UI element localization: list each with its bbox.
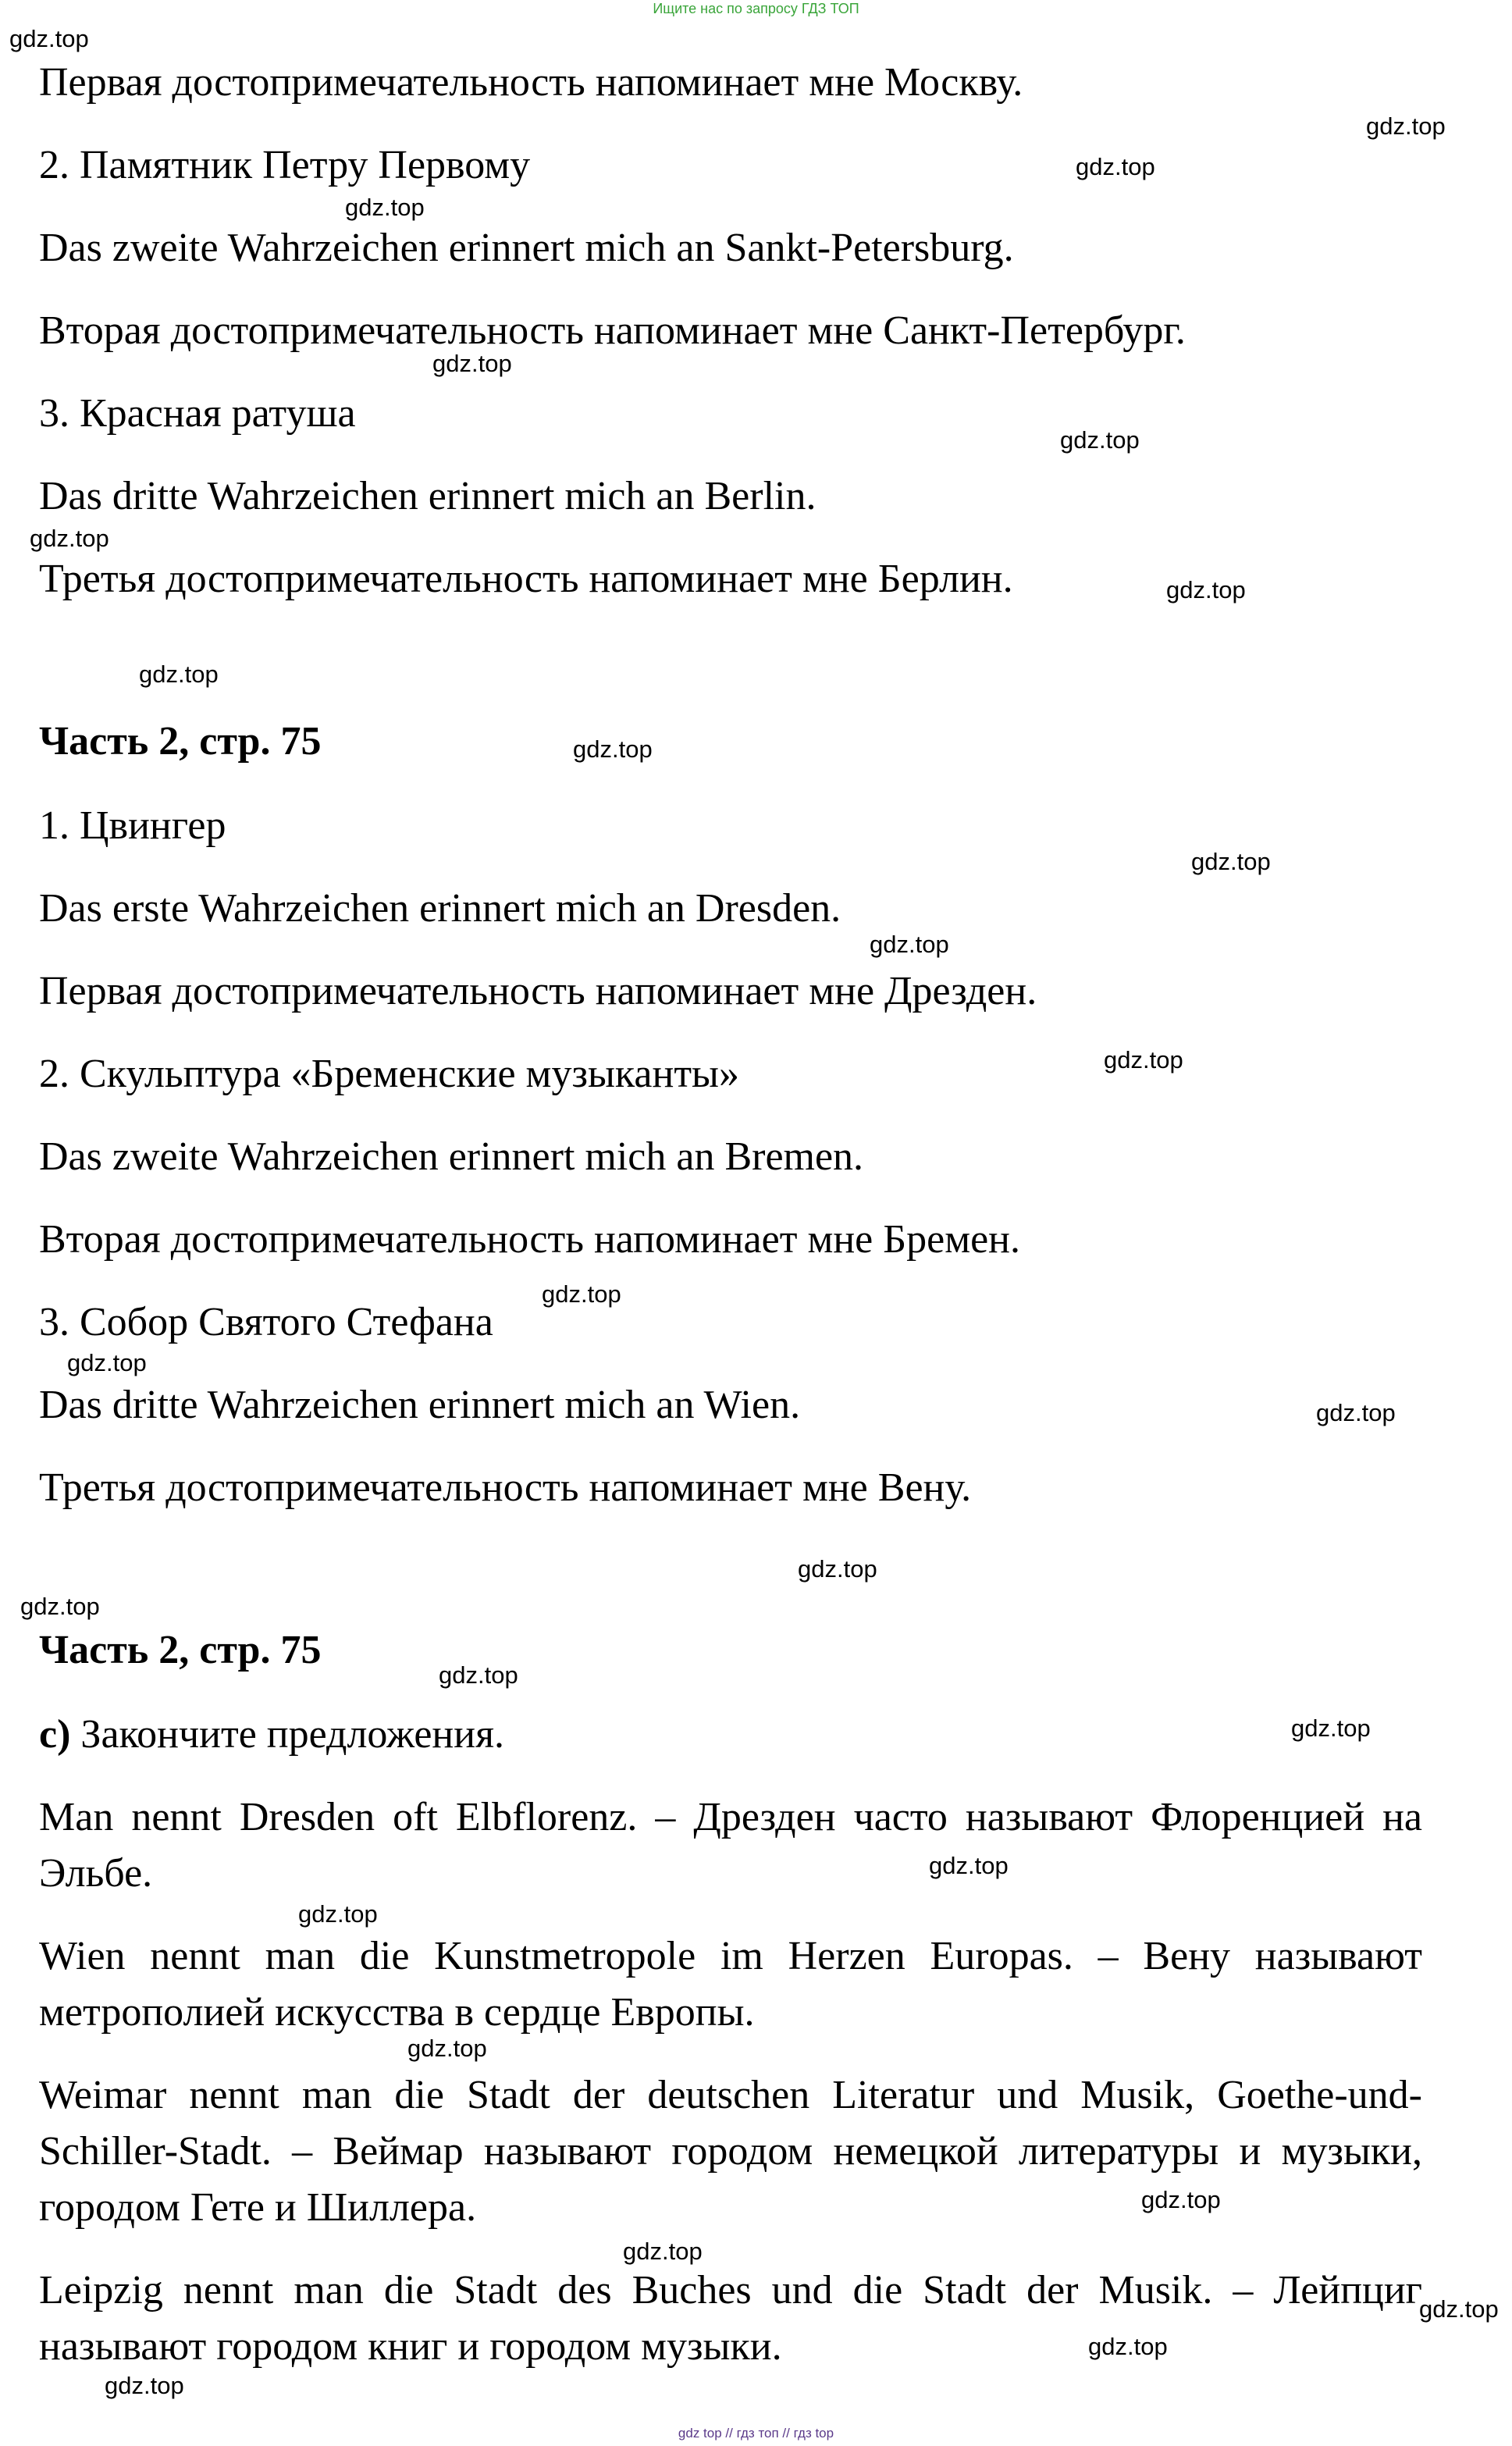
watermark-text: gdz.top bbox=[30, 525, 109, 552]
task-line bbox=[39, 1711, 504, 1758]
text-line: Das zweite Wahrzeichen erinnert mich an Sankt-Petersburg. bbox=[39, 226, 1014, 270]
section-heading: Часть 2, стр. 75 bbox=[39, 1628, 322, 1672]
text-line: 2. Скульптура «Бременские музыканты» bbox=[39, 1052, 739, 1096]
text-line: 1. Цвингер bbox=[39, 803, 226, 848]
watermark-text: gdz.top bbox=[439, 1661, 518, 1689]
watermark-text: gdz.top bbox=[1366, 112, 1446, 140]
watermark-text: gdz.top bbox=[870, 931, 949, 958]
text-line: Вторая достопримечательность напоминает мне Бремен. bbox=[39, 1217, 1021, 1262]
top-banner: Ищите нас по запросу ГДЗ ТОП bbox=[653, 1, 859, 16]
watermark-text: gdz.top bbox=[1316, 1399, 1396, 1426]
watermark-text: gdz.top bbox=[542, 1280, 621, 1308]
bottom-banner: gdz top // гдз топ // гдз top bbox=[678, 2426, 834, 2441]
text-line: Третья достопримечательность напоминает мне Берлин. bbox=[39, 557, 1013, 601]
section-heading: Часть 2, стр. 75 bbox=[39, 719, 322, 764]
task-letter: с) bbox=[39, 1712, 71, 1757]
watermark-text: gdz.top bbox=[1166, 576, 1246, 603]
paragraph: Weimar nennt man die Stadt der deutschen Literatur und Musik, Goethe-und-Schiller-Stadt. – Веймар называют городом немецкой литературы и музыки, городом Гете и Шиллера. bbox=[39, 2073, 1422, 2230]
watermark-text: gdz.top bbox=[798, 1555, 877, 1583]
text-line: 3. Собор Святого Стефана bbox=[39, 1300, 493, 1344]
watermark-text: gdz.top bbox=[139, 660, 219, 688]
text-line: Вторая достопримечательность напоминает мне Санкт-Петербург. bbox=[39, 308, 1186, 353]
watermark-text: gdz.top bbox=[573, 735, 653, 763]
watermark-text: gdz.top bbox=[1060, 426, 1140, 454]
text-line: Третья достопримечательность напоминает мне Вену. bbox=[39, 1465, 972, 1510]
watermark-text: gdz.top bbox=[1076, 153, 1155, 180]
watermark-text: gdz.top bbox=[407, 2035, 487, 2062]
text-line: Das dritte Wahrzeichen erinnert mich an Wien. bbox=[39, 1383, 801, 1427]
watermark-text: gdz.top bbox=[432, 350, 512, 377]
text-line: 2. Памятник Петру Первому bbox=[39, 143, 531, 187]
paragraph: Man nennt Dresden oft Elbflorenz. – Дрезден часто называют Флоренцией на Эльбе. bbox=[39, 1795, 1422, 1896]
text-line: Первая достопримечательность напоминает мне Москву. bbox=[39, 60, 1023, 105]
watermark-text: gdz.top bbox=[929, 1852, 1009, 1879]
watermark-text: gdz.top bbox=[298, 1900, 378, 1928]
watermark-text: gdz.top bbox=[1191, 848, 1271, 875]
watermark-text: gdz.top bbox=[1141, 2186, 1221, 2213]
text-line: Das dritte Wahrzeichen erinnert mich an Berlin. bbox=[39, 474, 816, 518]
watermark-text: gdz.top bbox=[67, 1349, 147, 1376]
task-text: Закончите предложения. bbox=[70, 1712, 505, 1757]
text-line: Das erste Wahrzeichen erinnert mich an Dresden. bbox=[39, 886, 841, 931]
watermark-text: gdz.top bbox=[105, 2372, 184, 2399]
watermark-text: gdz.top bbox=[345, 194, 425, 221]
watermark-text: gdz.top bbox=[9, 25, 89, 52]
paragraph: Leipzig nennt man die Stadt des Buches und die Stadt der Musik. – Лейпциг называют городом книг и городом музыки. bbox=[39, 2268, 1422, 2369]
text-line: 3. Красная ратуша bbox=[39, 391, 356, 436]
watermark-text: gdz.top bbox=[1419, 2295, 1499, 2323]
watermark-text: gdz.top bbox=[1104, 1046, 1183, 1073]
paragraph: Wien nennt man die Kunstmetropole im Herzen Europas. – Вену называют метрополией искусства в сердце Европы. bbox=[39, 1934, 1422, 2035]
watermark-text: gdz.top bbox=[1291, 1714, 1371, 1742]
text-line: Das zweite Wahrzeichen erinnert mich an Bremen. bbox=[39, 1134, 864, 1179]
watermark-text: gdz.top bbox=[623, 2238, 703, 2265]
watermark-text: gdz.top bbox=[1088, 2333, 1168, 2360]
text-line: Первая достопримечательность напоминает мне Дрезден. bbox=[39, 969, 1037, 1013]
watermark-text: gdz.top bbox=[20, 1593, 100, 1620]
